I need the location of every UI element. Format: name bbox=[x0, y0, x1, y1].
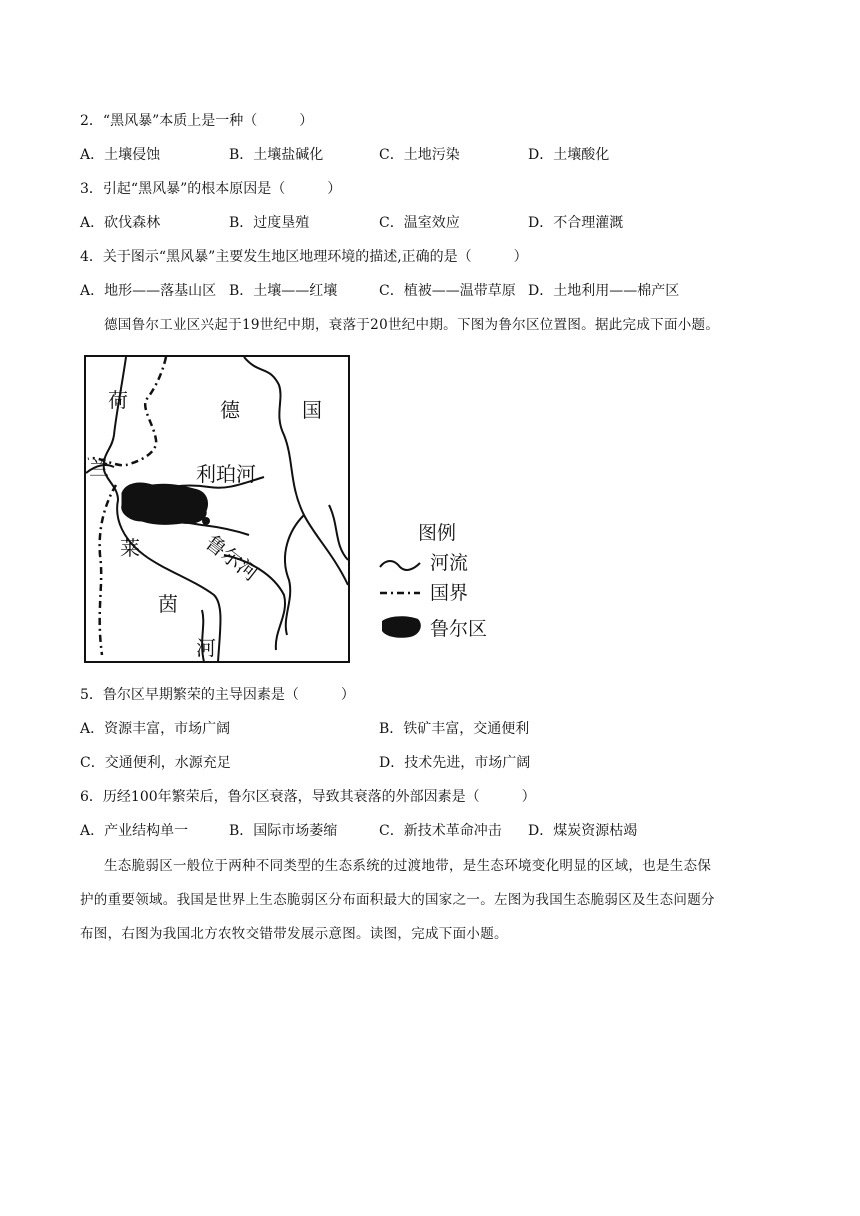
label-germany-de: 德 bbox=[220, 398, 240, 422]
legend-river-icon bbox=[380, 561, 420, 570]
ruhr-area-dot bbox=[202, 517, 210, 525]
question-6-option-d: D．煤炭资源枯竭 bbox=[528, 823, 638, 839]
question-2-option-b: B．土壤盐碱化 bbox=[229, 147, 324, 163]
passage-eco-fragile-line-1: 生态脆弱区一般位于两种不同类型的生态系统的过渡地带，是生态环境变化明显的区域，也是生态保 bbox=[104, 858, 712, 874]
legend-border-label: 国界 bbox=[430, 582, 469, 604]
east-river-branch-2 bbox=[329, 505, 348, 560]
question-6-stem: 6．历经100年繁荣后，鲁尔区衰落，导致其衰落的外部因素是（ ） bbox=[80, 789, 536, 805]
label-rhine-yin: 茵 bbox=[158, 592, 178, 616]
question-4-stem: 4．关于图示“黑风暴”主要发生地区地理环境的描述,正确的是（ ） bbox=[80, 249, 528, 265]
label-rhine-lai: 莱 bbox=[120, 536, 140, 560]
question-4-option-b: B．土壤——红壤 bbox=[229, 283, 338, 299]
label-netherlands-he: 荷 bbox=[108, 388, 128, 412]
question-4-option-a: A．地形——落基山区 bbox=[80, 283, 217, 299]
label-rhine-he: 河 bbox=[196, 636, 216, 660]
passage-ruhr-intro: 德国鲁尔工业区兴起于19世纪中期，衰落于20世纪中期。下图为鲁尔区位置图。据此完成下面小题。 bbox=[104, 317, 720, 333]
question-3-stem: 3．引起“黑风暴”的根本原因是（ ） bbox=[80, 181, 342, 197]
question-2-option-d: D．土壤酸化 bbox=[528, 147, 610, 163]
question-4-option-d: D．土地利用——棉产区 bbox=[528, 283, 680, 299]
legend-title: 图例 bbox=[418, 522, 457, 544]
east-river bbox=[244, 357, 348, 585]
ruhr-location-map bbox=[84, 355, 514, 667]
question-6-option-a: A．产业结构单一 bbox=[80, 823, 189, 839]
map-legend bbox=[380, 522, 487, 640]
question-5-option-c: C．交通便利，水源充足 bbox=[80, 755, 231, 771]
question-6-option-b: B．国际市场萎缩 bbox=[229, 823, 338, 839]
question-5-stem: 5．鲁尔区早期繁荣的主导因素是（ ） bbox=[80, 687, 355, 703]
question-4-option-c: C．植被——温带草原 bbox=[379, 283, 516, 299]
question-3-option-d: D．不合理灌溉 bbox=[528, 215, 624, 231]
national-border-line-south bbox=[100, 485, 116, 655]
legend-ruhr-label: 鲁尔区 bbox=[430, 618, 488, 640]
question-5-option-b: B．铁矿丰富，交通便利 bbox=[379, 721, 530, 737]
question-2-option-a: A．土壤侵蚀 bbox=[80, 147, 161, 163]
passage-eco-fragile-line-3: 布图，右图为我国北方农牧交错带发展示意图。读图，完成下面小题。 bbox=[80, 926, 508, 942]
label-ruhr-river: 鲁尔河 bbox=[200, 530, 263, 586]
legend-ruhr-icon bbox=[382, 616, 421, 638]
passage-eco-fragile-line-2: 护的重要领域。我国是世界上生态脆弱区分布面积最大的国家之一。左图为我国生态脆弱区及生态问题分 bbox=[80, 892, 715, 908]
question-3-option-c: C．温室效应 bbox=[379, 215, 460, 231]
question-2-option-c: C．土地污染 bbox=[379, 147, 460, 163]
ruhr-area-shape bbox=[122, 483, 208, 524]
east-river-branch bbox=[285, 515, 304, 635]
question-3-option-a: A．砍伐森林 bbox=[80, 215, 161, 231]
question-6-option-c: C．新技术革命冲击 bbox=[379, 823, 502, 839]
question-5-option-a: A．资源丰富，市场广阔 bbox=[80, 721, 231, 737]
question-3-option-b: B．过度垦殖 bbox=[229, 215, 310, 231]
label-netherlands-lan: 兰 bbox=[89, 456, 109, 480]
label-lippe-river: 利珀河 bbox=[196, 462, 256, 486]
label-germany-guo: 国 bbox=[302, 398, 322, 422]
question-2-stem: 2．“黑风暴”本质上是一种（ ） bbox=[80, 113, 314, 129]
question-5-option-d: D．技术先进，市场广阔 bbox=[379, 755, 531, 771]
legend-river-label: 河流 bbox=[430, 552, 469, 574]
